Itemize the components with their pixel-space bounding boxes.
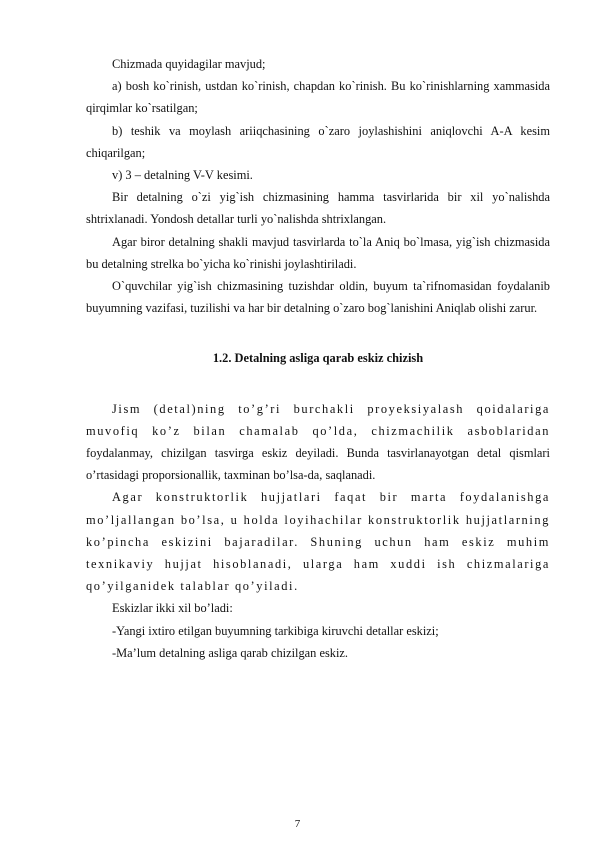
paragraph-sketch-definition-normal: foydalanmay, chizilgan tasvirga eskiz deyiladi. Bunda tasvirlanayotgan detal qismlari o’rtasidagi proporsionallik, taxminan bo’lsa-da, saqlanadi. — [86, 446, 550, 483]
page-number: 7 — [294, 818, 301, 830]
list-item: -Ma’lum detalning asliga qarab chizilgan eskiz. — [112, 645, 349, 660]
paragraph-intro: Chizmada quyidagilar mavjud; — [112, 57, 266, 71]
paragraph-sketch-definition-spaced: Jism (detal)ning to’g’ri burchakli proyeksiyalash qoidalariga muvofiq ko’z bilan chamalab qo’lda, chizmachilik asboblaridan — [86, 401, 550, 438]
paragraph-sketch-definition — [86, 398, 550, 487]
list-item: -Yangi ixtiro etilgan buyumning tarkibiga kiruvchi detallar eskizi; — [112, 623, 439, 638]
paragraph-constructor-docs: Agar konstruktorlik hujjatlari faqat bir marta foydalanishga mo’ljallangan bo’lsa, u holda loyihachilar konstruktorlik hujjatlarning ko’pincha eskizini bajaradilar. Shuning uchun ham eskiz muhim texnikaviy hujjat hisoblanadi, ularga ham xuddi ish chizmalariga qo’yilganidek talablar qo’yiladi. — [86, 490, 550, 594]
paragraph-students: O`quvchilar yig`ish chizmasining tuzishdar oldin, buyum ta`rifnomasidan foydalanib buyumning vazifasi, tuzilishi va har bir detalning o`zaro bog`lanishini Aniqlab olishi zarur. — [86, 279, 550, 316]
page-content — [86, 53, 550, 664]
paragraph-item-v: v) 3 – detalning V-V kesimi. — [112, 168, 253, 183]
paragraph-view: Agar biror detalning shakli mavjud tasvirlarda to`la Aniq bo`lmasa, yig`ish chizmasida bu detalning strelka bo`yicha ko`rinishi joylashtiriladi. — [86, 234, 550, 271]
list-intro: Eskizlar ikki xil bo’ladi: — [112, 601, 233, 616]
paragraph-item-b: b) teshik va moylash ariiqchasining o`zaro joylashishini aniqlovchi A-A kesim chiqarilgan; — [86, 123, 550, 160]
paragraph-item-a: a) bosh ko`rinish, ustdan ko`rinish, chapdan ko`rinish. Bu ko`rinishlarning xammasida qirqimlar ko`rsatilgan; — [86, 79, 550, 116]
section-heading: 1.2. Detalning asliga qarab eskiz chizish — [212, 351, 424, 366]
paragraph-shading: Bir detalning o`zi yig`ish chizmasining hamma tasvirlarida bir xil yo`nalishda shtrixlanadi. Yondosh detallar turli yo`nalishda shtrixlangan. — [86, 190, 550, 227]
